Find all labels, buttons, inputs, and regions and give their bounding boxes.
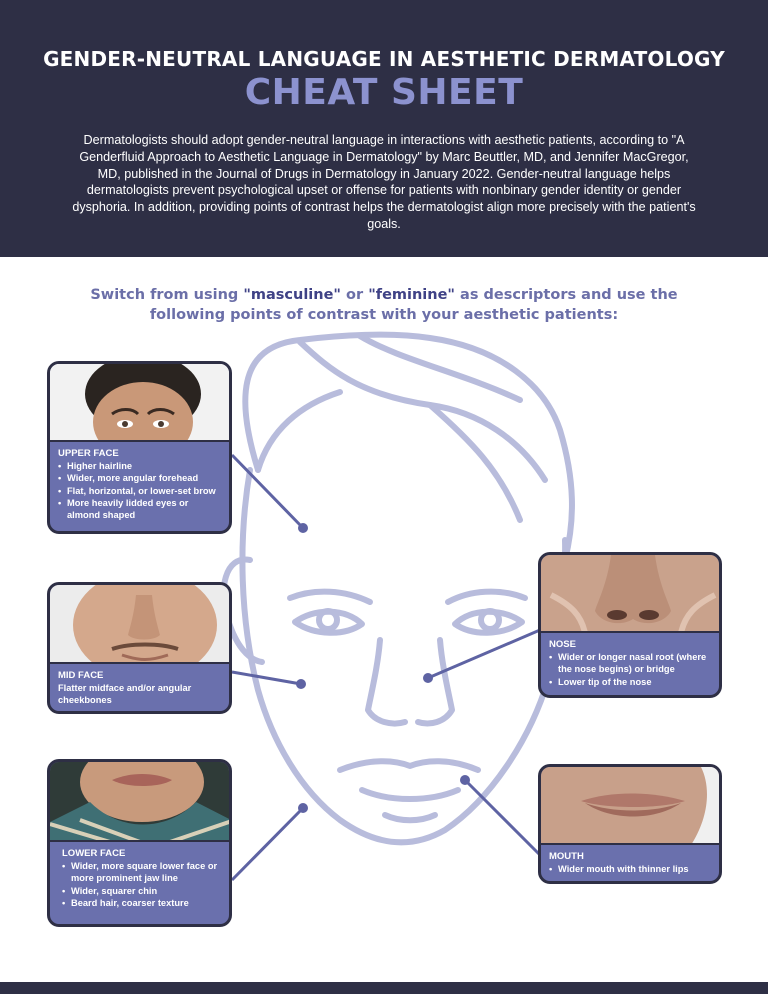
- lower-face-list: [62, 860, 221, 909]
- dot-mouth: [460, 775, 470, 785]
- right-brow: [448, 592, 525, 602]
- mid-face-title: MID FACE: [58, 670, 104, 681]
- dot-mid-face: [296, 679, 306, 689]
- list-item: • Lower tip of the nose: [549, 676, 711, 688]
- lower-face-title: LOWER FACE: [62, 848, 126, 859]
- mid-face-info: [50, 664, 229, 713]
- hair-strand-2: [360, 336, 520, 400]
- card-mouth: [538, 764, 722, 884]
- dot-nose: [423, 673, 433, 683]
- upper-lip: [340, 761, 478, 770]
- connector-lower-face: [232, 808, 303, 880]
- list-item: • Wider or longer nasal root (where the nose begins) or bridge: [549, 651, 711, 676]
- nose-right: [418, 640, 452, 724]
- left-iris: [319, 611, 337, 629]
- mouth-list: [549, 863, 711, 875]
- nose-title: NOSE: [549, 639, 576, 650]
- right-iris: [481, 611, 499, 629]
- card-nose: [538, 552, 722, 698]
- page-title: GENDER-NEUTRAL LANGUAGE IN AESTHETIC DERMATOLOGY: [43, 47, 725, 71]
- nose-photo: [541, 555, 719, 633]
- hair-outline: [245, 335, 572, 560]
- left-brow: [290, 592, 370, 602]
- lower-lip: [362, 790, 458, 799]
- card-lower-face: [47, 759, 232, 927]
- keyword-feminine: "feminine": [368, 287, 455, 303]
- upper-face-photo: [50, 364, 229, 442]
- card-upper-face: [47, 361, 232, 534]
- page-subtitle: CHEAT SHEET: [244, 72, 524, 113]
- chin-line: [385, 815, 435, 820]
- list-item: • Higher hairline: [58, 460, 221, 472]
- hair-strand-3: [430, 405, 520, 520]
- list-item: • Wider, more square lower face or more prominent jaw line: [62, 860, 221, 885]
- nose-list: [549, 651, 711, 688]
- instruction-part2: or: [340, 287, 369, 303]
- mouth-title: MOUTH: [549, 851, 584, 862]
- lower-face-photo-art: [50, 762, 229, 842]
- face-outline: [242, 470, 565, 842]
- keyword-masculine: "masculine": [243, 287, 341, 303]
- mouth-photo: [541, 767, 719, 845]
- dot-upper-face: [298, 523, 308, 533]
- upper-face-photo-art: [50, 364, 229, 442]
- dot-lower-face: [298, 803, 308, 813]
- intro-paragraph: Dermatologists should adopt gender-neutral language in interactions with aesthetic patients, according to "A Genderfluid Approach to Aesthetic Language in Dermatology" by Marc Beuttler, MD, and Jennifer MacGregor, MD, published in the Journal of Drugs in Dermatology in January 2022. Gender-neutral language helps dermatologists prevent psychological upset or offense for patients with nonbinary gender identity or gender dysphoria. In addition, providing points of contrast helps the dermatologist align more precisely with the patient's goals.: [72, 133, 696, 231]
- footer-bar: [0, 982, 768, 994]
- mid-face-photo: [50, 585, 229, 664]
- mid-face-text: Flatter midface and/or angular cheekbones: [58, 683, 192, 706]
- hair-strand-4: [258, 392, 340, 470]
- list-item: • Wider mouth with thinner lips: [549, 863, 711, 875]
- mouth-info: [541, 845, 719, 881]
- nose-line: [368, 640, 405, 724]
- instruction-part1: Switch from using: [90, 287, 244, 303]
- list-item: • Beard hair, coarser texture: [62, 897, 221, 909]
- lower-face-photo: [50, 762, 229, 842]
- upper-face-list: [58, 460, 221, 521]
- instruction-part3: as descriptors and use the following points of contrast with your aesthetic patients:: [149, 287, 678, 323]
- nose-info: [541, 633, 719, 694]
- lower-face-info: [50, 842, 229, 915]
- card-mid-face: [47, 582, 232, 714]
- list-item: • Flat, horizontal, or lower-set brow: [58, 485, 221, 497]
- upper-face-title: UPPER FACE: [58, 448, 119, 459]
- connector-mid-face: [232, 672, 301, 684]
- upper-face-info: [50, 442, 229, 527]
- mouth-photo-art: [541, 767, 719, 845]
- nose-photo-art: [541, 555, 719, 633]
- list-item: • Wider, squarer chin: [62, 885, 221, 897]
- connector-mouth: [465, 780, 540, 855]
- connector-nose: [428, 630, 540, 678]
- list-item: • More heavily lidded eyes or almond shaped: [58, 497, 221, 522]
- mid-face-photo-art: [50, 585, 229, 664]
- list-item: • Wider, more angular forehead: [58, 472, 221, 484]
